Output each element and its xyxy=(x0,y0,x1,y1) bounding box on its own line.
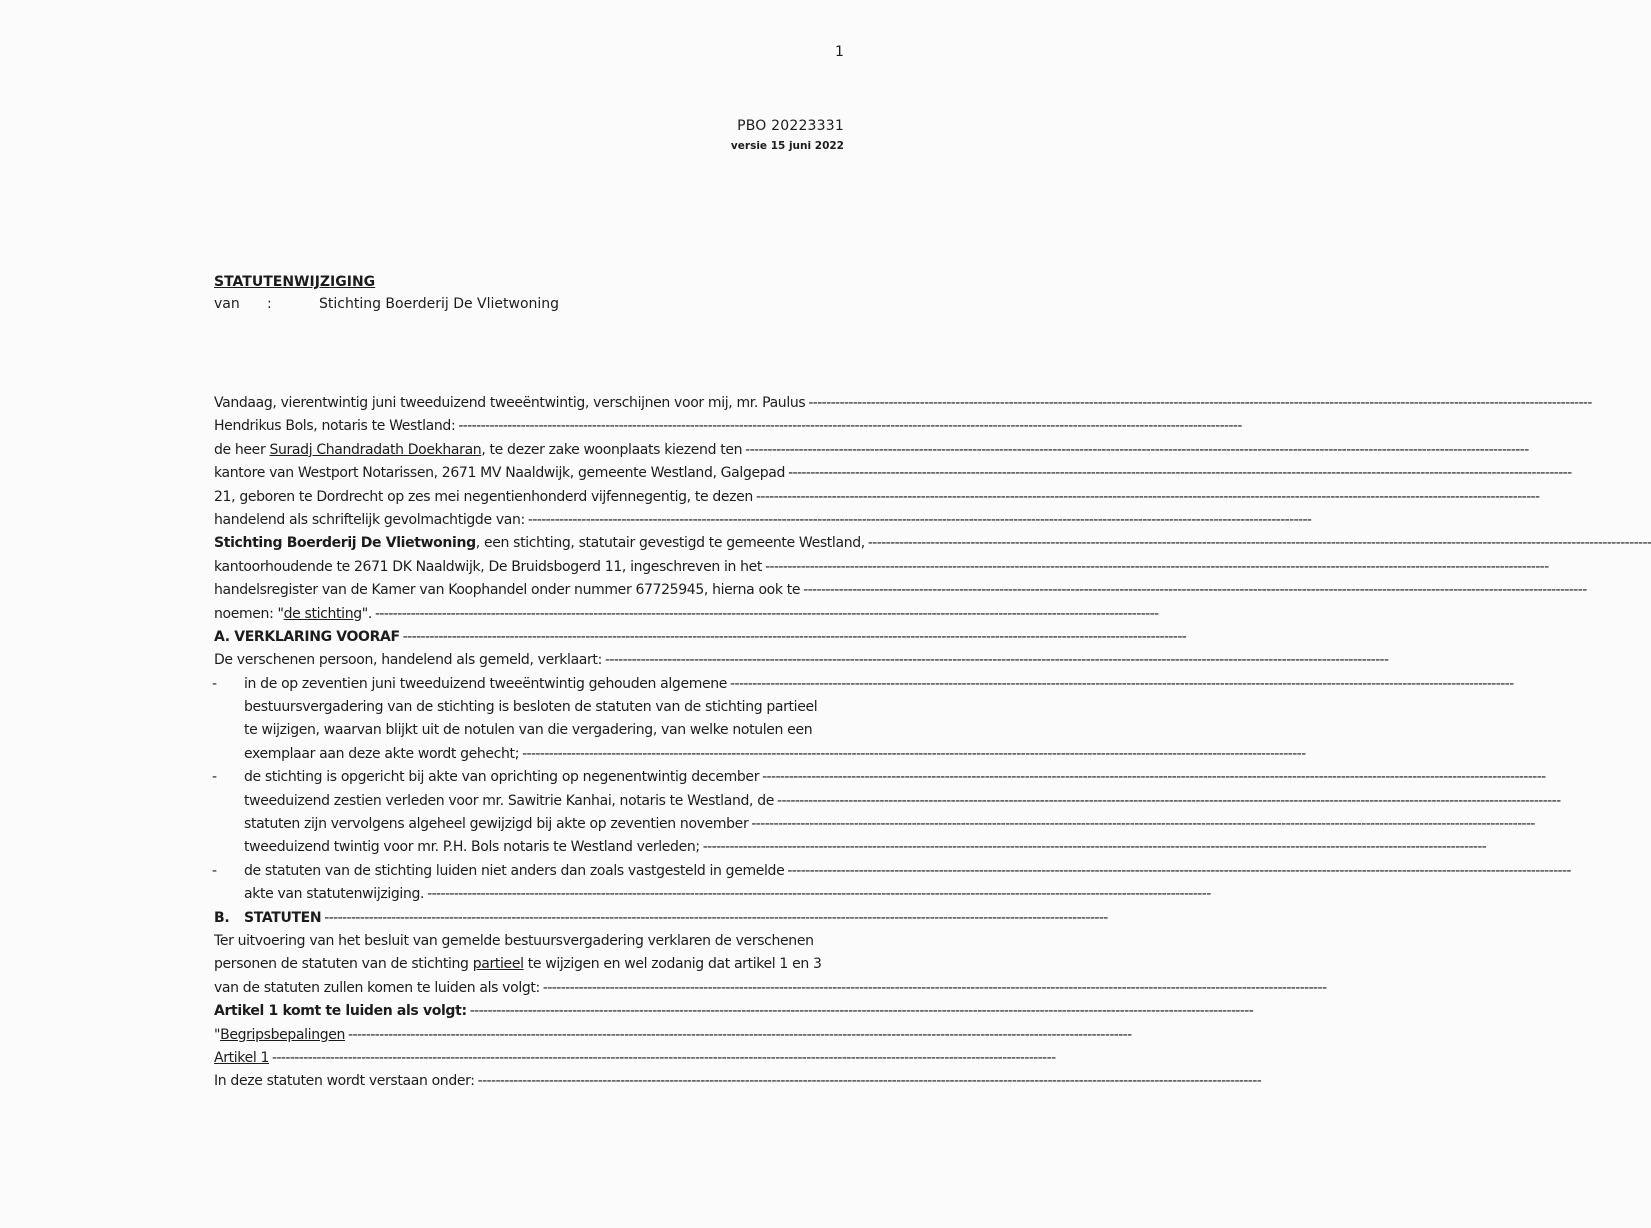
dash-fill xyxy=(742,439,1529,462)
dash-fill xyxy=(602,649,1389,672)
definitions-heading: "Begripsbepalingen ----- xyxy=(214,1024,840,1047)
text-line: De verschenen persoon, handelend als gemeld, verklaart: ----- xyxy=(214,649,840,672)
bullet-dash: - xyxy=(212,675,217,692)
text-line: van de statuten zullen komen te luiden als volgt: ----- xyxy=(214,977,840,1000)
text-line: Hendrikus Bols, notaris te Westland: ----- xyxy=(214,415,840,438)
document-title: STATUTENWIJZIGING xyxy=(214,274,376,290)
document-reference xyxy=(731,118,844,152)
bullet-line: - de statuten van de stichting luiden niet anders dan zoals vastgesteld in gemelde ----- xyxy=(214,860,840,883)
text-line: te wijzigen, waarvan blijkt uit de notulen van die vergadering, van welke notulen een xyxy=(244,722,813,739)
bullet-line: - de stichting is opgericht bij akte van oprichting op negenentwintig december ----- xyxy=(214,766,840,789)
dash-fill xyxy=(700,836,1487,859)
dash-fill xyxy=(475,1070,1262,1093)
subject-colon: : xyxy=(267,296,272,312)
foundation-name: Stichting Boerderij De Vlietwoning xyxy=(214,535,476,552)
dash-fill xyxy=(759,766,1546,789)
dash-fill xyxy=(345,1024,1132,1047)
dash-fill xyxy=(321,907,1108,930)
bullet-line: - in de op zeventien juni tweeduizend tweeëntwintig gehouden algemene ----- xyxy=(214,673,840,696)
version-date: versie 15 juni 2022 xyxy=(730,140,844,152)
section-heading-a: A. VERKLARING VOORAF ----- xyxy=(214,626,840,649)
text-line: tweeduizend zestien verleden voor mr. Sawitrie Kanhai, notaris te Westland, de ----- xyxy=(214,790,840,813)
text-line: personen de statuten van de stichting partieel te wijzigen en wel zodanig dat artikel 1 en 3 xyxy=(214,956,822,973)
dash-fill xyxy=(424,883,1211,906)
text-line: Vandaag, vierentwintig juni tweeduizend tweeëntwintig, verschijnen voor mij, mr. Paulus ----- xyxy=(214,392,840,415)
subject-name: Stichting Boerderij De Vlietwoning xyxy=(319,296,560,312)
title-block xyxy=(214,274,559,312)
text-line: noemen: "de stichting". ----- xyxy=(214,603,840,626)
dash-fill xyxy=(455,415,1242,438)
reference-code: PBO 20223331 xyxy=(737,118,844,134)
bullet-dash: - xyxy=(212,862,217,879)
dash-fill xyxy=(400,626,1187,649)
deed-body xyxy=(212,392,865,1094)
text-line: handelend als schriftelijk gevolmachtigde van: ----- xyxy=(214,509,840,532)
dash-fill xyxy=(748,813,1535,836)
dash-fill xyxy=(800,579,1587,602)
text-line: In deze statuten wordt verstaan onder: ----- xyxy=(214,1070,840,1093)
text-line: akte van statutenwijziging. ----- xyxy=(214,883,840,906)
bullet-dash: - xyxy=(212,769,217,786)
dash-fill xyxy=(727,673,1514,696)
article-number: Artikel 1 ----- xyxy=(214,1047,840,1070)
text-line: de heer Suradj Chandradath Doekharan, te dezer zake woonplaats kiezend ten ----- xyxy=(214,439,840,462)
dash-fill xyxy=(762,556,1549,579)
text-line: kantore van Westport Notarissen, 2671 MV Naaldwijk, gemeente Westland, Galgepad ----- xyxy=(214,462,840,485)
dash-fill xyxy=(805,392,1592,415)
text-line: Ter uitvoering van het besluit van gemelde bestuursvergadering verklaren de verschenen xyxy=(214,932,814,949)
dash-fill xyxy=(467,1000,1254,1023)
dash-fill xyxy=(774,790,1561,813)
article-heading: Artikel 1 komt te luiden als volgt: ----- xyxy=(214,1000,840,1023)
text-line: exemplaar aan deze akte wordt gehecht; ----- xyxy=(214,743,840,766)
section-letter: B. xyxy=(214,909,230,926)
text-line: handelsregister van de Kamer van Koophandel onder nummer 67725945, hierna ook te ----- xyxy=(214,579,840,602)
text-line: tweeduizend twintig voor mr. P.H. Bols notaris te Westland verleden; ----- xyxy=(214,836,840,859)
page-number: 1 xyxy=(835,44,844,60)
dash-fill xyxy=(753,486,1540,509)
dash-fill xyxy=(540,977,1327,1000)
text-line: kantoorhoudende te 2671 DK Naaldwijk, De Bruidsbogerd 11, ingeschreven in het ----- xyxy=(214,556,840,579)
subject-line xyxy=(214,296,559,312)
section-heading-b xyxy=(214,907,840,930)
text-line: Stichting Boerderij De Vlietwoning, een stichting, statutair gevestigd te gemeente Westland, ----- xyxy=(214,532,840,555)
dash-fill xyxy=(865,532,1651,555)
section-label: STATUTEN xyxy=(244,909,322,926)
text-line: bestuursvergadering van de stichting is besloten de statuten van de stichting partieel xyxy=(244,699,818,716)
text-line: 21, geboren te Dordrecht op zes mei negentienhonderd vijfennegentig, te dezen ----- xyxy=(214,486,840,509)
representative-name: Suradj Chandradath Doekharan xyxy=(269,441,482,458)
dash-fill xyxy=(785,462,1572,485)
dash-fill xyxy=(784,860,1571,883)
dash-fill xyxy=(269,1047,1056,1070)
text-line: statuten zijn vervolgens algeheel gewijzigd bij akte op zeventien november ----- xyxy=(214,813,840,836)
dash-fill xyxy=(519,743,1306,766)
dash-fill xyxy=(525,509,1312,532)
dash-fill xyxy=(372,603,1159,626)
subject-label: van xyxy=(214,296,240,312)
